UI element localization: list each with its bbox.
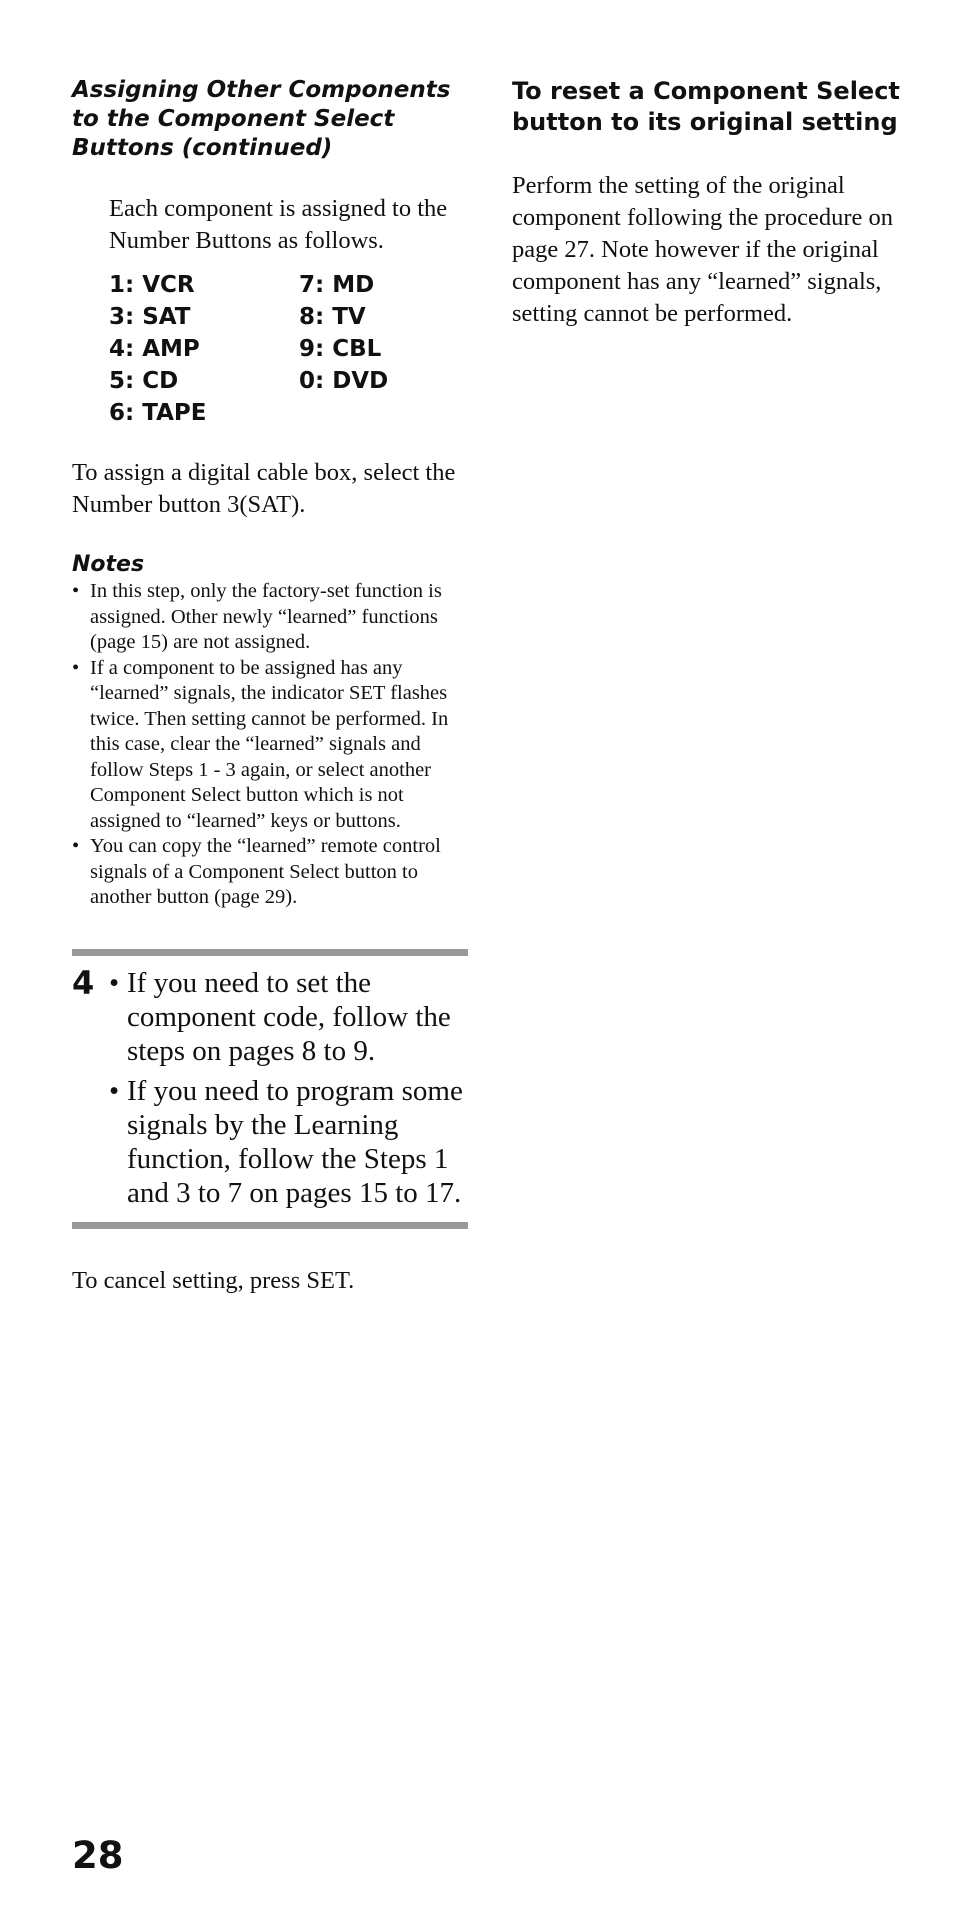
assignment-item: 6: TAPE — [109, 400, 207, 426]
assignment-item: 3: SAT — [109, 304, 191, 330]
assignment-item: 1: VCR — [109, 272, 195, 298]
assignment-item: 8: TV — [299, 304, 366, 330]
assignment-block — [109, 193, 472, 429]
digital-cable-note: To assign a digital cable box, select the Number button 3(SAT). — [72, 459, 456, 518]
note-item: • You can copy the “learned” remote control signals of a Component Select button to another button (page 29). — [72, 834, 472, 911]
left-column — [72, 76, 472, 1321]
assignment-item: 9: CBL — [299, 336, 382, 362]
note-item: • If a component to be assigned has any “learned” signals, the indicator SET flashes twice. Then setting cannot be performed. In this case, clear the “learned” signals and follow Steps 1 - 3 again, or select another Component Select button which is not assigned to “learned” keys or buttons. — [72, 656, 472, 835]
page-number: 28 — [72, 1834, 124, 1877]
step-4-box — [72, 949, 468, 1229]
right-column — [512, 76, 922, 355]
continued-section-heading: Assigning Other Components to the Component Select Buttons (continued) — [72, 77, 451, 161]
assignment-item: 5: CD — [109, 368, 179, 394]
assignment-item: 4: AMP — [109, 336, 200, 362]
assignment-intro: Each component is assigned to the Number Buttons as follows. — [109, 195, 448, 254]
assignment-item: 7: MD — [299, 272, 375, 298]
reset-body: Perform the setting of the original component following the procedure on page 27. Note however if the original component has any “learned” signals, setting cannot be performed. — [512, 172, 894, 327]
reset-heading: To reset a Component Select button to its original setting — [512, 77, 900, 136]
step-number: 4 — [72, 963, 95, 1002]
step-bullet: • If you need to set the component code, follow the steps on pages 8 to 9. — [109, 966, 468, 1068]
step-4-bullets — [109, 966, 468, 1210]
number-button-assignments — [109, 269, 472, 429]
step-bullet: • If you need to program some signals by the Learning function, follow the Steps 1 and 3 to 7 on pages 15 to 17. — [109, 1074, 468, 1210]
note-item: • In this step, only the factory-set function is assigned. Other newly “learned” functions (page 15) are not assigned. — [72, 579, 472, 656]
assignment-item: 0: DVD — [299, 368, 389, 394]
notes-list — [72, 579, 472, 911]
cancel-instruction: To cancel setting, press SET. — [72, 1266, 355, 1294]
notes-heading: Notes — [72, 552, 145, 577]
